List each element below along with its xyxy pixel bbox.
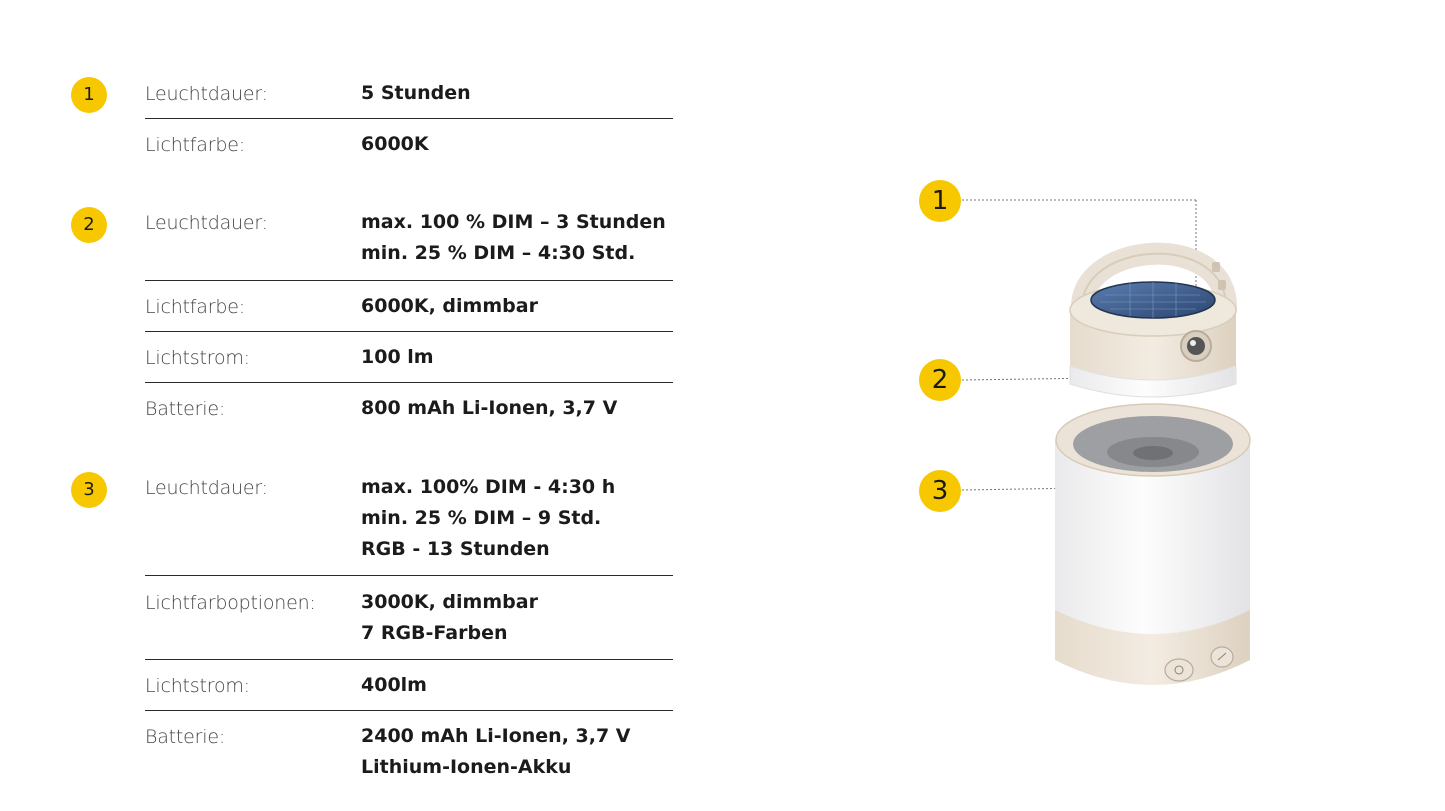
spec-value-line: 3000K, dimmbar: [361, 591, 538, 613]
spec-value-line: max. 100% DIM - 4:30 h: [361, 476, 616, 498]
group-2-badge: 2: [71, 207, 107, 243]
row-divider: [145, 575, 673, 576]
lantern-illustration: [900, 170, 1280, 710]
spec-label: Leuchtdauer:: [145, 477, 268, 499]
spec-value-line: Lithium-Ionen-Akku: [361, 756, 572, 778]
spec-value: [361, 393, 617, 424]
spec-label: Lichtstrom:: [145, 347, 250, 369]
spec-label: Lichtfarbe:: [145, 296, 245, 318]
spec-value: [361, 207, 666, 269]
spec-value: [361, 670, 427, 701]
spec-value-line: 800 mAh Li-Ionen, 3,7 V: [361, 397, 618, 419]
spec-label: Batterie:: [145, 398, 226, 420]
row-divider: [145, 710, 673, 711]
spec-value-line: min. 25 % DIM – 9 Std.: [361, 507, 602, 529]
spec-label: Lichtfarbe:: [145, 134, 245, 156]
spec-value: [361, 342, 434, 373]
row-divider: [145, 382, 673, 383]
spec-label: Lichtfarboptionen:: [145, 592, 316, 614]
spec-value-line: 7 RGB-Farben: [361, 622, 508, 644]
callout-1-badge: 1: [919, 180, 961, 222]
spec-value: [361, 78, 471, 109]
spec-value-line: RGB - 13 Stunden: [361, 538, 550, 560]
product-illustration: [900, 170, 1280, 714]
row-divider: [145, 280, 673, 281]
row-divider: [145, 331, 673, 332]
spec-label: Lichtstrom:: [145, 675, 250, 697]
spec-value: [361, 721, 631, 783]
spec-value-line: min. 25 % DIM – 4:30 Std.: [361, 242, 636, 264]
group-1-badge: 1: [71, 77, 107, 113]
spec-value-line: 6000K, dimmbar: [361, 295, 538, 317]
row-divider: [145, 659, 673, 660]
group-3-badge: 3: [71, 472, 107, 508]
spec-label: Leuchtdauer:: [145, 83, 268, 105]
spec-value-line: 2400 mAh Li-Ionen, 3,7 V: [361, 725, 631, 747]
spec-value: [361, 129, 429, 160]
spec-label: Batterie:: [145, 726, 226, 748]
spec-value: [361, 472, 615, 565]
spec-value-line: 100 lm: [361, 346, 434, 368]
spec-value: [361, 587, 538, 649]
spec-value-line: 400lm: [361, 674, 427, 696]
spec-value-line: 6000K: [361, 133, 429, 155]
callout-3-badge: 3: [919, 470, 961, 512]
spec-value-line: 5 Stunden: [361, 82, 471, 104]
spec-value: [361, 291, 538, 322]
spec-label: Leuchtdauer:: [145, 212, 268, 234]
row-divider: [145, 118, 673, 119]
callout-2-badge: 2: [919, 359, 961, 401]
spec-value-line: max. 100 % DIM – 3 Stunden: [361, 211, 666, 233]
